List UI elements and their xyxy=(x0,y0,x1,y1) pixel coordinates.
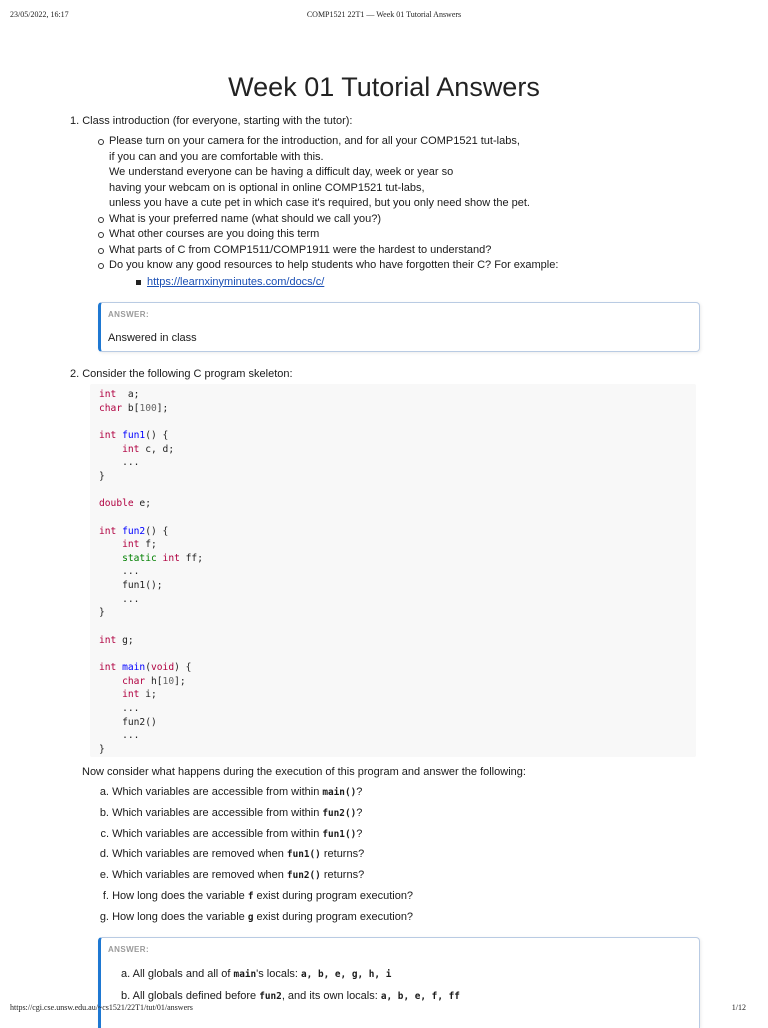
resource-item xyxy=(109,275,558,291)
code-token: g; xyxy=(116,634,134,646)
q2-item-a: a. Which variables are accessible from within main()? xyxy=(99,786,363,798)
answer-text: Answered in class xyxy=(108,332,197,344)
code-line xyxy=(99,580,163,594)
question-2-instruction: Now consider what happens during the execution of this program and answer the following: xyxy=(82,766,526,778)
code-line xyxy=(99,662,191,676)
code-line xyxy=(99,430,168,444)
print-page-number: 1/12 xyxy=(731,1003,746,1012)
code-line xyxy=(99,498,151,512)
code-token: int xyxy=(122,539,140,551)
code-token: fun1(); xyxy=(99,580,163,592)
answer-box-1 xyxy=(98,302,700,352)
q2-item-g: g. How long does the variable g exist during program execution? xyxy=(99,910,414,923)
code-token: b[ xyxy=(122,402,140,414)
code-line xyxy=(99,594,139,608)
q1-bullet-name: What is your preferred name (what should we call you?) xyxy=(98,212,558,228)
code-token: } xyxy=(99,607,105,619)
code-token: char xyxy=(99,402,123,414)
q2-item-e: e. Which variables are removed when fun2() returns? xyxy=(99,869,365,882)
code-token xyxy=(99,444,122,455)
code-token: h[ xyxy=(145,675,163,687)
code-line xyxy=(99,457,139,471)
code-token: ... xyxy=(99,593,140,605)
code-line xyxy=(99,635,134,649)
q1-bullet-resources: Do you know any good resources to help students who have forgotten their C? For example: https://learnxinyminutes.com/docs/c/ xyxy=(98,258,558,290)
code-line xyxy=(99,389,139,403)
learnxinyminutes-link[interactable]: https://learnxinyminutes.com/docs/c/ xyxy=(147,275,325,288)
code-token: 10 xyxy=(162,675,175,687)
code-line xyxy=(99,526,168,540)
code-token: int xyxy=(99,429,117,441)
q1-bullet-hardest: What parts of C from COMP1511/COMP1911 were the hardest to understand? xyxy=(98,243,558,259)
code-token: ]; xyxy=(156,402,169,414)
print-url: https://cgi.cse.unsw.edu.au/~cs1521/22T1/tut/01/answers xyxy=(10,1003,193,1012)
code-token: ]; xyxy=(174,675,186,687)
code-token: main xyxy=(122,662,146,673)
code-token: double xyxy=(99,498,134,510)
code-token xyxy=(99,539,122,550)
code-token: ... xyxy=(99,730,140,742)
code-token xyxy=(99,676,122,687)
code-line xyxy=(99,403,168,417)
print-datetime: 23/05/2022, 16:17 xyxy=(10,10,69,19)
code-line xyxy=(99,607,105,621)
print-header xyxy=(0,10,768,24)
code-token: int xyxy=(122,443,140,455)
code-line xyxy=(99,553,203,567)
q2-item-c: c. Which variables are accessible from within fun1()? xyxy=(100,827,363,840)
code-token: int xyxy=(99,662,117,673)
page-title: Week 01 Tutorial Answers xyxy=(228,72,540,102)
code-token: ... xyxy=(99,457,140,469)
code-token: void xyxy=(151,662,175,673)
code-line xyxy=(99,744,105,758)
code-token: ( xyxy=(145,662,151,673)
code-token: fun2() xyxy=(99,716,157,728)
code-token: } xyxy=(99,470,105,482)
code-token: e; xyxy=(133,498,151,510)
answer-line-b: b. All globals defined before fun2, and its own locals: a, b, e, f, ff xyxy=(121,990,460,1002)
code-line xyxy=(99,566,139,580)
code-token: ff; xyxy=(179,552,203,564)
question-2-heading: 2. Consider the following C program skeleton: xyxy=(70,368,293,380)
code-token: fun1 xyxy=(122,429,146,441)
code-line xyxy=(99,676,186,690)
q1-bullet-camera: Please turn on your camera for the introduction, and for all your COMP1521 tut-labs, if you can and you are comfortable with this. We understand everyone can be having a difficult day, week or year so having your webcam on is optional in online COMP1521 tut-labs, unless you have a cute pet in which case it's required, but you only need show the pet. xyxy=(98,134,558,212)
answer-label: ANSWER: xyxy=(108,945,150,954)
code-line xyxy=(99,539,157,553)
question-2-items xyxy=(96,786,413,932)
code-token: () { xyxy=(145,429,169,441)
code-line xyxy=(99,730,139,744)
code-line xyxy=(99,703,139,717)
code-token: i; xyxy=(139,689,157,701)
code-token: c, d; xyxy=(139,443,175,455)
answer-line-a: a. All globals and all of main's locals: a, b, e, g, h, i xyxy=(121,968,392,980)
code-token xyxy=(99,553,122,564)
code-line xyxy=(99,471,105,485)
code-token: } xyxy=(99,743,105,755)
code-token: ... xyxy=(99,566,140,578)
code-token xyxy=(99,689,122,700)
code-token: ) { xyxy=(174,662,192,673)
q2-item-d: d. Which variables are removed when fun1() returns? xyxy=(99,848,365,861)
code-token: int xyxy=(162,552,180,564)
q2-item-b: b. Which variables are accessible from within fun2()? xyxy=(99,806,363,819)
question-1-heading: 1. Class introduction (for everyone, starting with the tutor): xyxy=(70,115,353,127)
code-token: int xyxy=(99,525,117,537)
code-token: () { xyxy=(145,525,169,537)
code-token: static xyxy=(122,552,157,564)
code-line xyxy=(99,689,157,703)
print-title: COMP1521 22T1 — Week 01 Tutorial Answers xyxy=(306,10,462,19)
code-token: int xyxy=(99,389,117,400)
code-token: ... xyxy=(99,702,140,714)
code-line xyxy=(99,444,174,458)
code-token: a; xyxy=(116,389,140,400)
code-token: fun2 xyxy=(122,525,146,537)
answer-label: ANSWER: xyxy=(108,310,150,319)
code-token: char xyxy=(122,675,146,687)
q1-bullet-courses: What other courses are you doing this term xyxy=(98,227,558,243)
code-token: int xyxy=(122,689,140,701)
code-token: f; xyxy=(139,539,157,551)
resource-sublist xyxy=(109,275,558,291)
print-footer xyxy=(0,1003,768,1017)
code-token: 100 xyxy=(139,402,157,414)
q2-item-f: f. How long does the variable f exist during program execution? xyxy=(102,889,414,902)
code-block xyxy=(90,384,696,757)
question-1-bullets xyxy=(98,134,558,290)
code-token: int xyxy=(99,634,117,646)
code-line xyxy=(99,717,157,731)
